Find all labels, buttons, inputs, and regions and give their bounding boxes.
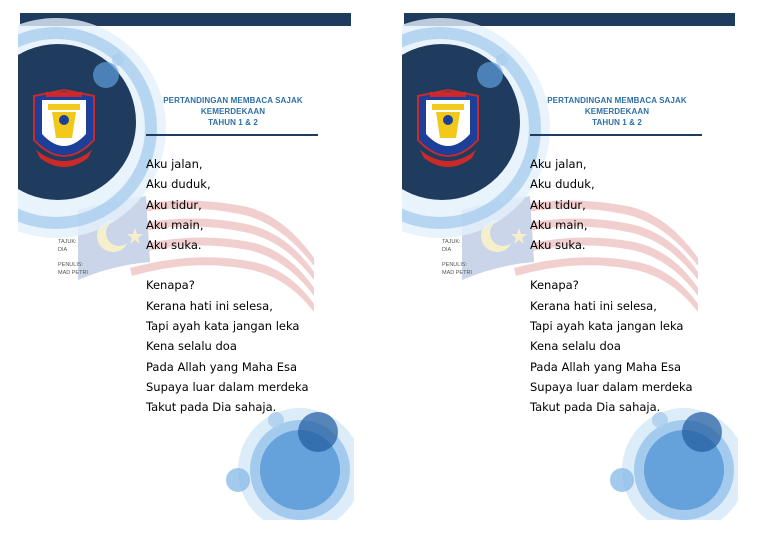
poem-line: Supaya luar dalam merdeka (146, 379, 309, 394)
poem-line: Tapi ayah kata jangan leka (530, 319, 684, 334)
poem-line: Kenapa? (146, 278, 195, 293)
title-line: KEMERDEKAAN (584, 107, 650, 116)
tajuk-label: TAJUK: (58, 239, 77, 245)
competition-title (148, 95, 318, 128)
title-line: PERTANDINGAN MEMBACA SAJAK (163, 96, 303, 105)
poem-line: Aku duduk, (146, 177, 211, 192)
penulis-value: MAD PETRI (442, 270, 472, 276)
title-divider (146, 134, 318, 136)
title-line: KEMERDEKAAN (200, 107, 266, 116)
poem-body (146, 154, 351, 418)
penulis-value: MAD PETRI (58, 270, 88, 276)
school-crest (418, 90, 478, 167)
poem-meta (442, 238, 512, 277)
poem-line: Aku jalan, (146, 157, 203, 171)
poem-line: Kena selalu doa (146, 339, 237, 354)
penulis-label: PENULIS: (58, 262, 84, 268)
penulis-label: PENULIS: (442, 262, 468, 268)
tajuk-value: DIA (442, 247, 452, 253)
poem-line: Supaya luar dalam merdeka (530, 379, 693, 394)
title-line: TAHUN 1 & 2 (208, 118, 258, 127)
poem-line: Aku jalan, (530, 157, 587, 171)
tajuk-label: TAJUK: (442, 239, 461, 245)
poem-line: Kena selalu doa (530, 339, 621, 354)
poem-line: Aku tidur, (146, 197, 202, 212)
poem-meta (58, 238, 128, 277)
poem-line: Kenapa? (530, 278, 579, 293)
poem-line: Kerana hati ini selesa, (530, 298, 657, 313)
poem-line: Aku tidur, (530, 197, 586, 212)
school-crest (34, 90, 94, 167)
document-page-2 (402, 0, 738, 520)
poem-line: Takut pada Dia sahaja. (530, 400, 661, 415)
poem-line: Aku main, (146, 217, 204, 232)
competition-title (532, 95, 702, 128)
poem-line: Aku suka. (146, 238, 202, 253)
poem-line: Aku main, (530, 217, 588, 232)
title-divider (530, 134, 702, 136)
poem-line: Tapi ayah kata jangan leka (146, 319, 300, 334)
title-line: PERTANDINGAN MEMBACA SAJAK (547, 96, 687, 105)
poem-body (530, 154, 735, 418)
title-line: TAHUN 1 & 2 (592, 118, 642, 127)
poem-line: Aku suka. (530, 238, 586, 253)
poem-line: Pada Allah yang Maha Esa (146, 359, 298, 374)
tajuk-value: DIA (58, 247, 68, 253)
document-page-1 (18, 0, 354, 520)
poem-line: Pada Allah yang Maha Esa (530, 359, 682, 374)
poem-line: Kerana hati ini selesa, (146, 298, 273, 313)
poem-line: Takut pada Dia sahaja. (146, 400, 277, 415)
poem-line: Aku duduk, (530, 177, 595, 192)
